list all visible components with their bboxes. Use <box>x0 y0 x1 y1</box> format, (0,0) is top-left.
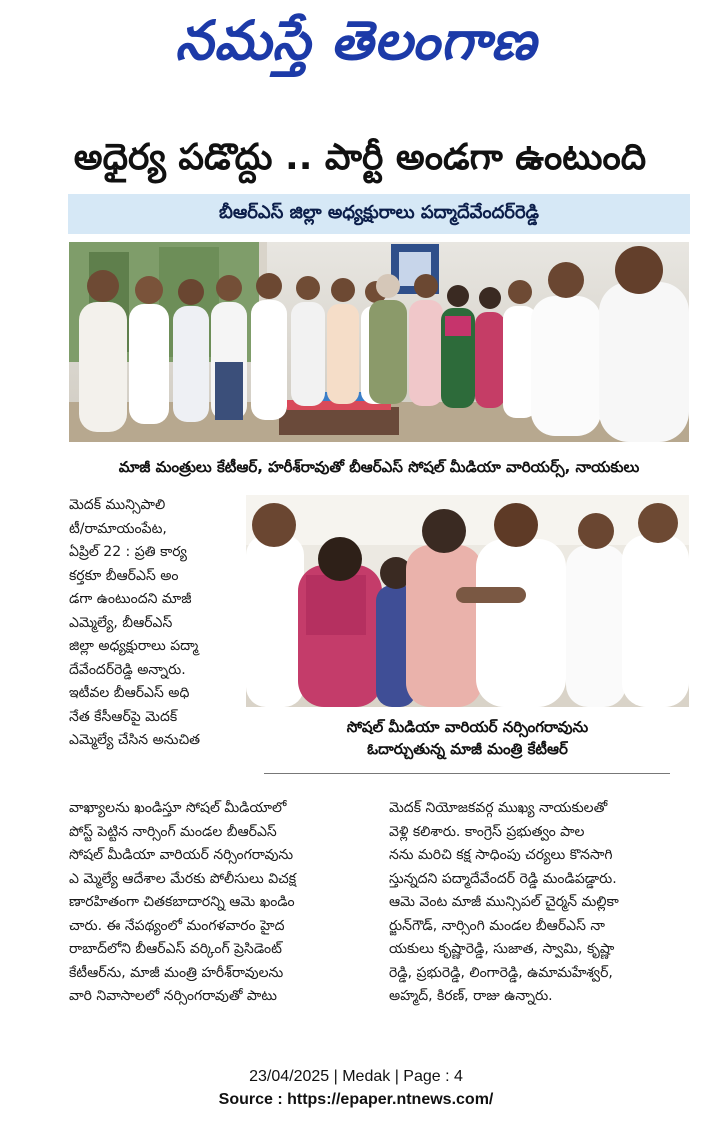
subheadline-text: బీఆర్‌ఎస్ జిల్లా అధ్యక్షురాలు పద్మాదేవేందర్‌రెడ్డి <box>219 201 539 223</box>
article-line: టీ/రామాయంపేట, <box>69 520 167 537</box>
photo-caption-2-line-1: సోషల్ మీడియా వారియర్ నర్సింగరావును <box>346 718 589 736</box>
article-line: ఏప్రిల్ 22 : ప్రతి కార్య <box>69 544 187 560</box>
article-line: ఇటీవల బీఆర్‌ఎస్ అధి <box>69 685 190 701</box>
masthead-title: నమస్తే తెలంగాణ <box>175 8 537 72</box>
footer-source-line: Source : https://epaper.ntnews.com/ <box>218 1091 494 1108</box>
article-line: ఎ మ్మెల్యే ఆదేశాల మేరకు పోలీసులు విచక్ష <box>69 870 297 887</box>
article-line: యకులు కృష్ణారెడ్డి, సుజాత, స్వామి, కృష్ణా <box>389 941 615 957</box>
photo-caption <box>69 456 689 482</box>
footer-date-line: 23/04/2025 | Medak | Page : 4 <box>249 1068 463 1085</box>
article-line: వాఖ్యాలను ఖండిస్తూ సోషల్ మీడియాలో <box>69 800 287 816</box>
group-photo-illustration <box>69 242 689 442</box>
article-line: నేత కేసీఆర్‌పై మెదక్ <box>69 708 178 725</box>
photo-caption-2 <box>246 712 689 764</box>
article-column-left-bottom <box>69 797 371 1009</box>
article-line: నను మరిచి కక్ష సాధింపు చర్యలు కొనసాగి <box>389 847 613 863</box>
article-line: అహ్మద్, కిరణ్, రాజు ఉన్నారు. <box>389 988 553 1004</box>
consoling-photo <box>246 495 689 707</box>
article-line: స్తున్నదని పద్మాదేవేందర్ రెడ్డి మండిపడ్డారు. <box>389 870 617 887</box>
article-line: ర్జున్‌గౌడ్, నార్సింగి మండల బీఆర్‌ఎస్ నా <box>389 917 605 934</box>
subheadline-band <box>68 194 690 234</box>
article-line: డగా ఉంటుందని మాజీ <box>69 591 192 607</box>
article-line: సోషల్ మీడియా వారియర్ నర్సింగరావును <box>69 847 294 863</box>
article-line: రెడ్డి, ప్రభురెడ్డి, లింగారెడ్డి, ఉమామహేశ్వర్, <box>389 964 613 981</box>
article-line: ఎమ్మెల్యే చేసిన అనుచిత <box>69 732 201 748</box>
consoling-photo-illustration <box>246 495 689 707</box>
article-line: మెదక్ నియోజకవర్గ ముఖ్య నాయకులతో <box>389 800 608 816</box>
article-column-left-top <box>69 494 239 753</box>
headline-text: అధైర్య పడొద్దు .. పార్టీ అండగా ఉంటుంది <box>73 137 647 178</box>
article-line: వారి నివాసాలలో నర్సింగరావుతో పాటు <box>69 988 278 1004</box>
article-line: కేటీఆర్‌ను, మాజీ మంత్రి హరీశ్‌రావులను <box>69 964 284 981</box>
article-line: కర్తకూ బీఆర్‌ఎస్ అం <box>69 567 179 584</box>
headline <box>60 126 660 190</box>
photo-caption-2-line-2: ఓదార్చుతున్న మాజీ మంత్రి కేటీఆర్ <box>367 740 568 758</box>
article-line: చారు. ఈ నేపథ్యంలో మంగళవారం హైద <box>69 917 285 934</box>
article-line: పోస్ట్ పెట్టిన నార్సింగ్ మండల బీఆర్‌ఎస్ <box>69 823 277 840</box>
caption-divider <box>264 773 670 774</box>
article-line: రాబాద్‌లోని బీఆర్‌ఎస్ వర్కింగ్ ప్రెసిడెంట్ <box>69 941 282 957</box>
article-line: ఎమ్మెల్యే, బీఆర్‌ఎస్ <box>69 614 173 631</box>
article-line: ఆమె వెంట మాజీ మున్సిపల్ చైర్మన్ మల్లికా <box>389 894 619 910</box>
article-line: వెళ్లి కలిశారు. కాంగ్రెస్ ప్రభుత్వం పాల <box>389 823 585 840</box>
article-line: ణారహితంగా చితకబాదారన్ని ఆమె ఖండిం <box>69 894 295 910</box>
article-line: దేవేందర్‌రెడ్డి అన్నారు. <box>69 661 186 678</box>
article-column-right <box>389 797 689 1009</box>
group-photo <box>69 242 689 442</box>
article-line: మెదక్ మున్సిపాలి <box>69 497 166 513</box>
photo-caption-text: మాజీ మంత్రులు కేటీఆర్, హరీశ్‌రావుతో బీఆర్‌ఎస్ సోషల్ మీడియా వారియర్స్, నాయకులు <box>118 458 640 476</box>
newspaper-masthead <box>0 0 712 80</box>
article-line: జిల్లా అధ్యక్షురాలు పద్మా <box>69 638 199 654</box>
